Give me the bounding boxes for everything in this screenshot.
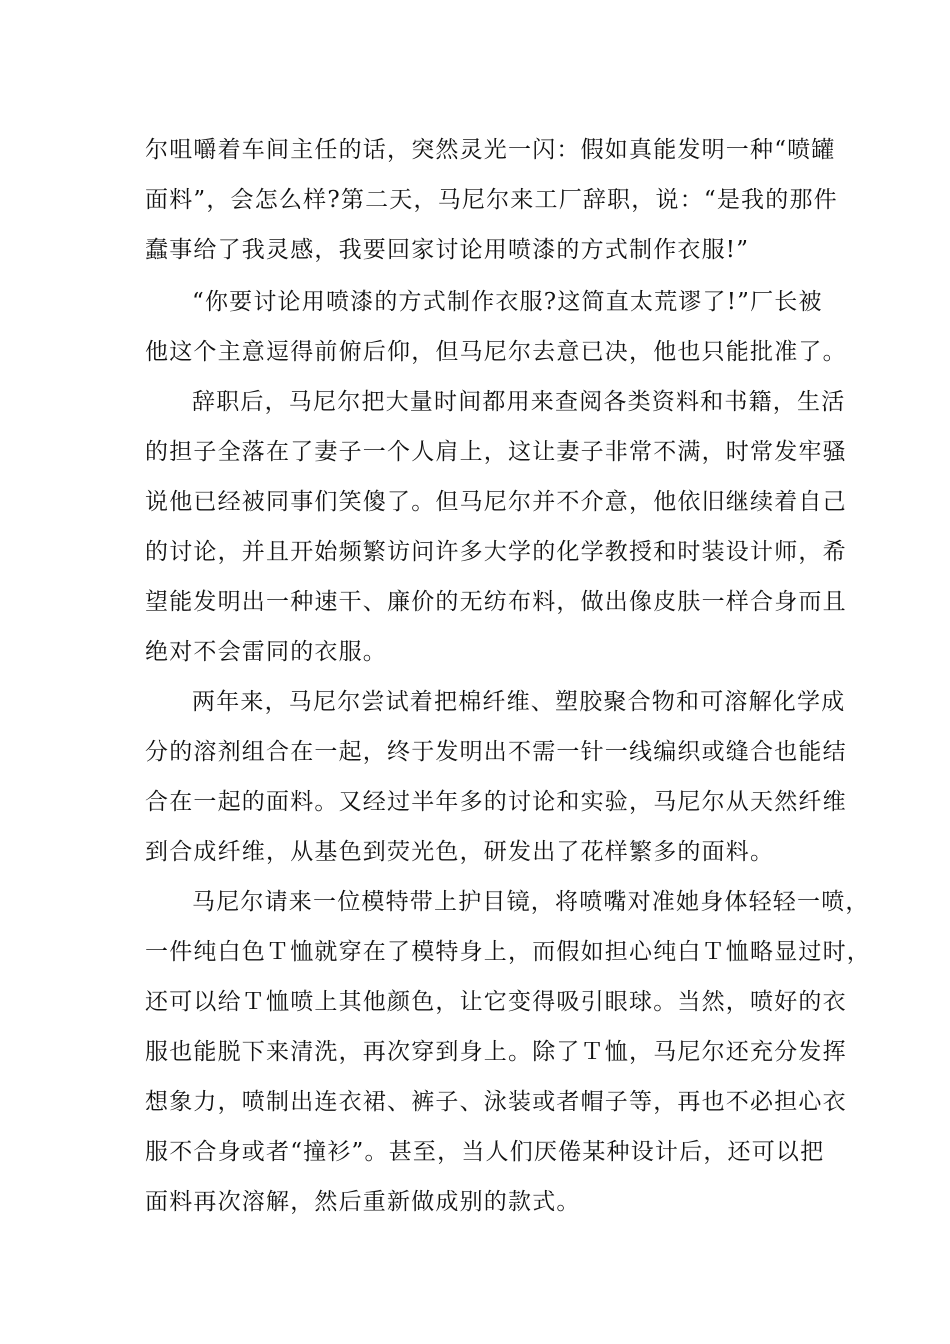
text-line: 服不合身或者“撞衫”。甚至，当人们厌倦某种设计后，还可以把	[145, 1139, 825, 1165]
text-line: 面料再次溶解，然后重新做成别的款式。	[145, 1189, 581, 1215]
text-line: 合在一起的面料。又经过半年多的讨论和实验，马尼尔从天然纤维	[145, 789, 847, 815]
paragraph-first-line: 辞职后，马尼尔把大量时间都用来查阅各类资料和书籍，生活	[192, 389, 846, 415]
text-line: 蠢事给了我灵感，我要回家讨论用喷漆的方式制作衣服!”	[145, 237, 750, 263]
text-line: 到合成纤维，从基色到荧光色，研发出了花样繁多的面料。	[145, 839, 775, 865]
text-line: 面料”，会怎么样?第二天，马尼尔来工厂辞职，说：“是我的那件	[145, 187, 838, 213]
text-line: 说他已经被同事们笑傻了。但马尼尔并不介意，他依旧继续着自己	[145, 489, 847, 515]
text-line: 望能发明出一种速干、廉价的无纺布料，做出像皮肤一样合身而且	[145, 589, 847, 615]
text-line: 分的溶剂组合在一起，终于发明出不需一针一线编织或缝合也能结	[145, 739, 847, 765]
text-line: 一件纯白色Ｔ恤就穿在了模特身上，而假如担心纯白Ｔ恤略显过时，	[145, 939, 871, 965]
text-line: 绝对不会雷同的衣服。	[145, 639, 387, 665]
text-line: 的担子全落在了妻子一个人肩上，这让妻子非常不满，时常发牢骚	[145, 439, 847, 465]
paragraph-first-line: “你要讨论用喷漆的方式制作衣服?这简直太荒谬了!”厂长被	[192, 289, 823, 315]
text-line: 他这个主意逗得前俯后仰，但马尼尔去意已决，他也只能批准了。	[145, 339, 847, 365]
text-line: 尔咀嚼着车间主任的话，突然灵光一闪：假如真能发明一种“喷罐	[145, 137, 836, 163]
text-line: 还可以给Ｔ恤喷上其他颜色，让它变得吸引眼球。当然，喷好的衣	[145, 989, 847, 1015]
text-line: 服也能脱下来清洗，再次穿到身上。除了Ｔ恤，马尼尔还充分发挥	[145, 1039, 847, 1065]
paragraph-first-line: 两年来，马尼尔尝试着把棉纤维、塑胶聚合物和可溶解化学成	[192, 689, 846, 715]
paragraph-first-line: 马尼尔请来一位模特带上护目镜，将喷嘴对准她身体轻轻一喷，	[192, 889, 870, 915]
text-line: 想象力，喷制出连衣裙、裤子、泳装或者帽子等，再也不必担心衣	[145, 1089, 847, 1115]
text-line: 的讨论，并且开始频繁访问许多大学的化学教授和时装设计师，希	[145, 539, 847, 565]
